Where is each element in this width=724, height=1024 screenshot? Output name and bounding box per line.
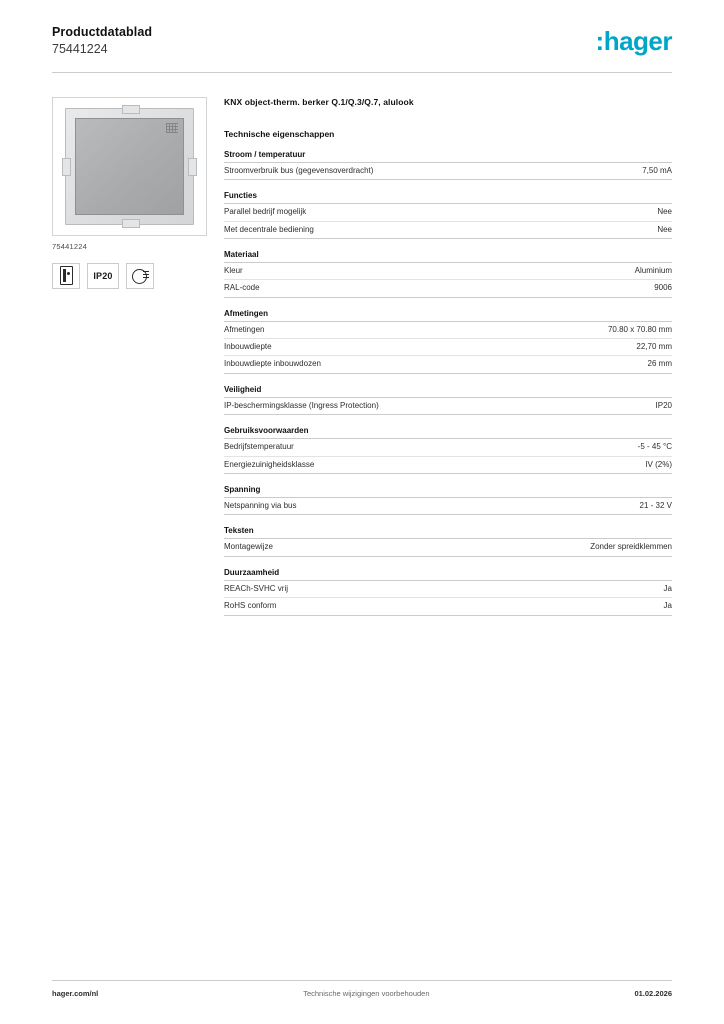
spec-value: IV (2%) [645,459,672,469]
page-title: Productdatablad [52,25,153,39]
footer-date: 01.02.2026 [634,989,672,998]
ip-rating-label: IP20 [93,270,113,281]
table-row [224,498,672,515]
spec-group-operating-conditions [224,426,672,474]
spec-value: Ja [663,601,672,611]
spec-label: Met decentrale bediening [224,224,314,234]
spec-label: Netspanning via bus [224,501,297,511]
spec-value: 26 mm [647,359,672,369]
spec-group-sustainability [224,568,672,616]
spec-value: -5 - 45 °C [637,442,672,452]
product-button-surface [75,118,184,215]
frame-tab-left [62,158,71,176]
spec-group-functions [224,191,672,239]
table-row [224,457,672,474]
spec-value: Aluminium [634,265,672,275]
ip-rating-badge [87,263,119,289]
spec-value: Ja [663,583,672,593]
product-image [52,97,207,236]
spec-group-title: Afmetingen [224,309,672,322]
badge-list [52,263,210,289]
spec-label: RoHS conform [224,601,277,611]
spec-group-title: Veiligheid [224,385,672,398]
spec-group-title: Functies [224,191,672,204]
switch-insert-badge [52,263,80,289]
frame-tab-bottom [122,219,140,228]
spec-value: 7,50 mA [642,165,672,175]
frame-tab-right [188,158,197,176]
spec-group-title: Teksten [224,526,672,539]
spec-value: 22,70 mm [636,342,672,352]
spec-label: REACh-SVHC vrij [224,583,289,593]
spec-group-texts [224,526,672,556]
figure-caption: 75441224 [52,241,87,251]
table-row [224,163,672,180]
spec-group-voltage [224,485,672,515]
table-row [224,204,672,221]
section-heading-technical: Technische eigenschappen [224,128,335,139]
page-header [52,0,672,58]
spec-value: 21 - 32 V [639,501,672,511]
table-row [224,539,672,556]
specifications-column [210,97,672,627]
spec-value: Nee [657,207,672,217]
header-titles [52,24,152,58]
table-row [224,280,672,297]
spec-value: Zonder spreidklemmen [590,542,672,552]
spec-group-dimensions [224,309,672,374]
spec-value: 70.80 x 70.80 mm [607,324,672,334]
product-frame-outer [65,108,194,225]
spec-label: Energiezuinigheidsklasse [224,459,315,469]
frame-tab-top [122,105,140,114]
table-row [224,263,672,280]
spec-group-current-temperature [224,150,672,180]
thermometer-icon [132,267,149,284]
table-row [224,356,672,373]
table-row [224,222,672,239]
spec-label: IP-beschermingsklasse (Ingress Protection) [224,400,379,410]
spec-label: Parallel bedrijf mogelijk [224,207,307,217]
page-footer [52,980,672,998]
spec-group-safety [224,385,672,415]
spec-label: Afmetingen [224,324,265,334]
footer-row [52,989,672,998]
spec-label: Kleur [224,265,243,275]
spec-value: 9006 [654,283,672,293]
table-row [224,598,672,615]
spec-group-material [224,250,672,298]
spec-label: Montagewijze [224,542,273,552]
page-body [52,73,672,627]
spec-group-title: Duurzaamheid [224,568,672,581]
switch-icon [60,266,73,285]
spec-group-title: Spanning [224,485,672,498]
product-media-column [52,97,210,627]
footer-website-link[interactable]: hager.com/nl [52,989,99,998]
spec-label: Bedrijfstemperatuur [224,442,294,452]
hager-logo: :hager [595,26,672,56]
footer-divider [52,980,672,981]
spec-value: IP20 [655,400,672,410]
spec-label: Inbouwdiepte inbouwdozen [224,359,321,369]
table-row [224,439,672,456]
spec-group-title: Gebruiksvoorwaarden [224,426,672,439]
table-row [224,581,672,598]
table-row [224,339,672,356]
spec-label: Stroomverbruik bus (gegevensoverdracht) [224,165,374,175]
spec-group-title: Stroom / temperatuur [224,150,672,163]
product-name: KNX object-therm. berker Q.1/Q.3/Q.7, alulook [224,96,414,107]
spec-label: Inbouwdiepte [224,342,272,352]
article-number: 75441224 [52,41,108,56]
spec-label: RAL-code [224,283,260,293]
thermometer-bars [143,271,149,280]
footer-disclaimer: Technische wijzigingen voorbehouden [303,989,430,998]
spec-value: Nee [657,224,672,234]
table-row [224,322,672,339]
sensor-grid-icon [166,123,178,133]
temperature-badge [126,263,154,289]
spec-group-title: Materiaal [224,250,672,263]
table-row [224,398,672,415]
